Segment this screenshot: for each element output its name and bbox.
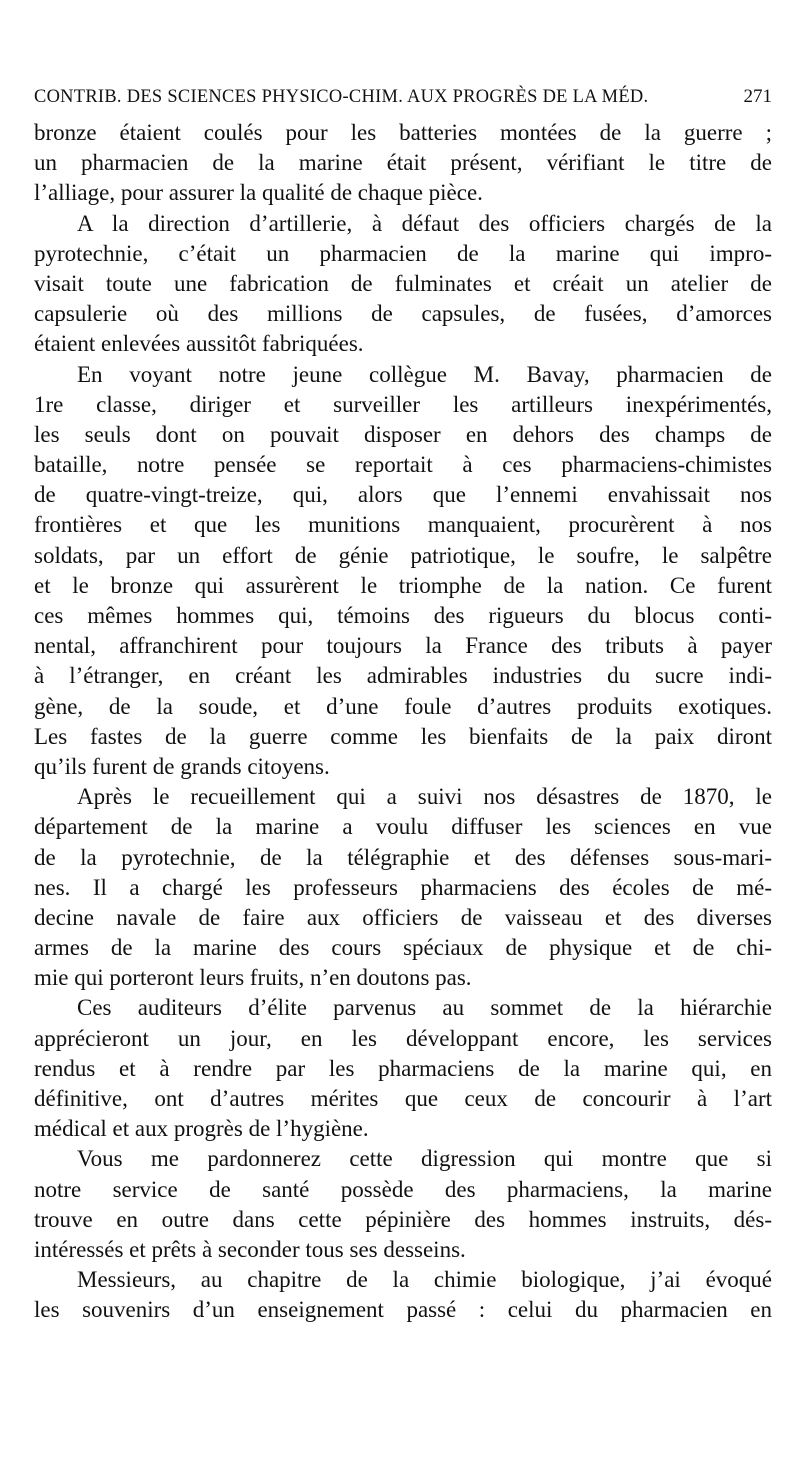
text-line: médical et aux progrès de l’hygiène.: [34, 1116, 369, 1142]
text-line: pyrotechnie, c’était un pharmacien de la marine qui impro-: [34, 240, 772, 266]
running-header: [34, 86, 772, 116]
text-line: decine navale de faire aux officiers de vaisseau et des diverses: [34, 904, 772, 930]
text-line: définitive, ont d’autres mérites que ceux de concourir à l’art: [34, 1086, 772, 1111]
text-line: un pharmacien de la marine était présent, vérifiant le titre de: [34, 150, 772, 176]
text-line: apprécieront un jour, en les développant encore, les services: [34, 1025, 772, 1051]
text-line: de la pyrotechnie, de la télégraphie et des défenses sous-mari-: [34, 844, 772, 870]
text-line: étaient enlevées aussitôt fabriquées.: [34, 331, 364, 357]
text-line: intéressés et prêts à seconder tous ses desseins.: [34, 1236, 466, 1262]
text-line: En voyant notre jeune collègue M. Bavay, pharmacien de: [77, 361, 772, 387]
text-line: Vous me pardonnerez cette digression qui montre que si: [77, 1146, 772, 1172]
page-number: 271: [743, 86, 772, 107]
text-line: trouve en outre dans cette pépinière des hommes instruits, dés-: [34, 1206, 772, 1232]
text-line: Les fastes de la guerre comme les bienfaits de la paix diront: [34, 723, 772, 749]
text-line: Ces auditeurs d’élite parvenus au sommet de la hiérarchie: [77, 995, 772, 1021]
text-line: de quatre-vingt-treize, qui, alors que l’ennemi envahissait nos: [34, 482, 772, 508]
text-line: mie qui porteront leurs fruits, n’en doutons pas.: [34, 965, 472, 991]
text-line: bataille, notre pensée se reportait à ces pharmaciens-chimistes: [34, 452, 772, 478]
text-line: les souvenirs d’un enseignement passé : celui du pharmacien en: [34, 1297, 772, 1323]
text-line: 1re classe, diriger et surveiller les artilleurs inexpérimentés,: [34, 391, 772, 417]
text-line: nes. Il a chargé les professeurs pharmaciens des écoles de mé-: [34, 874, 772, 900]
text-line: Après le recueillement qui a suivi nos désastres de 1870, le: [77, 784, 772, 810]
text-line: A la direction d’artillerie, à défaut des officiers chargés de la: [77, 210, 772, 236]
text-line: soldats, par un effort de génie patriotique, le soufre, le salpêtre: [34, 542, 772, 568]
body-text: [34, 118, 772, 1326]
text-line: capsulerie où des millions de capsules, de fusées, d’amorces: [34, 301, 772, 327]
text-line: qu’ils furent de grands citoyens.: [34, 753, 330, 779]
text-line: l’alliage, pour assurer la qualité de chaque pièce.: [34, 180, 483, 206]
text-line: ces mêmes hommes qui, témoins des rigueurs du blocus conti-: [34, 603, 772, 628]
text-line: frontières et que les munitions manquaient, procurèrent à nos: [34, 512, 772, 538]
text-line: armes de la marine des cours spéciaux de physique et de chi-: [34, 935, 772, 961]
text-line: notre service de santé possède des pharmaciens, la marine: [34, 1176, 772, 1202]
text-line: visait toute une fabrication de fulminates et créait un atelier de: [34, 270, 772, 296]
text-line: les seuls dont on pouvait disposer en dehors des champs de: [34, 421, 772, 447]
text-line: département de la marine a voulu diffuser les sciences en vue: [34, 814, 772, 840]
running-title: CONTRIB. DES SCIENCES PHYSICO-CHIM. AUX PROGRÈS DE LA MÉD.: [34, 86, 649, 107]
text-line: bronze étaient coulés pour les batteries montées de la guerre ;: [34, 120, 772, 145]
text-line: à l’étranger, en créant les admirables industries du sucre indi-: [34, 663, 772, 689]
text-line: nental, affranchirent pour toujours la France des tributs à payer: [34, 633, 772, 659]
text-line: Messieurs, au chapitre de la chimie biologique, j’ai évoqué: [77, 1267, 772, 1293]
text-line: et le bronze qui assurèrent le triomphe de la nation. Ce furent: [34, 572, 772, 598]
text-line: rendus et à rendre par les pharmaciens de la marine qui, en: [34, 1055, 772, 1081]
text-line: gène, de la soude, et d’une foule d’autres produits exotiques.: [34, 693, 772, 719]
